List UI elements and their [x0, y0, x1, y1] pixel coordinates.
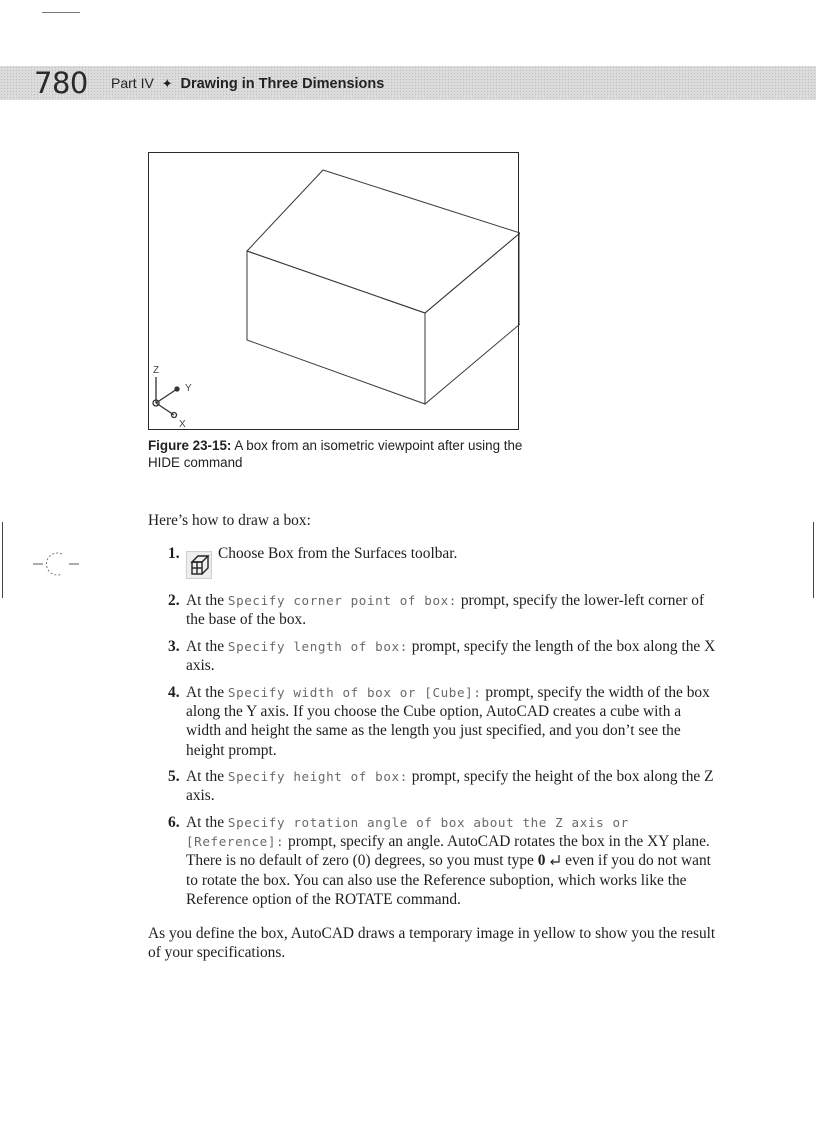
step-number: 6.	[168, 814, 180, 831]
running-header	[111, 70, 384, 96]
intro-paragraph: Here’s how to draw a box:	[148, 512, 311, 529]
ucs-axis-icon	[153, 377, 179, 418]
separator-icon: ✦	[161, 76, 173, 91]
figure-23-15	[148, 152, 519, 430]
box-side-face	[425, 233, 520, 404]
step-text-pre: At the	[186, 768, 228, 785]
step-text-post2: even if you do not want to rotate the box. You can also use the Reference suboption, which works like the Reference option of the ROTATE command.	[186, 852, 711, 908]
command-prompt: Specify height of box:	[227, 769, 408, 784]
chapter-title: Drawing in Three Dimensions	[180, 76, 385, 92]
enter-key-icon	[549, 854, 561, 865]
caption-number: Figure 23-15:	[148, 438, 232, 453]
step-text-post: prompt, specify the width of the box along the Y axis. If you choose the Cube option, AutoCAD creates a cube with a width and height the same as the length you just specified, and you don’t see the height prompt.	[186, 684, 710, 759]
step-text-pre: At the	[186, 814, 228, 831]
command-prompt: Specify rotation angle of box about the Z axis or [Reference]:	[186, 815, 629, 850]
step-1	[148, 544, 718, 563]
step-number: 5.	[168, 768, 180, 785]
command-prompt: Specify corner point of box:	[227, 593, 457, 608]
step-text: Choose Box from the Surfaces toolbar.	[218, 545, 458, 562]
step-5	[148, 767, 718, 805]
step-number: 4.	[168, 684, 180, 701]
step-text-pre: At the	[186, 638, 228, 655]
part-label: Part IV	[111, 75, 154, 91]
axis-label-x: X	[179, 419, 186, 430]
axis-label-z: Z	[153, 365, 160, 376]
figure-caption	[148, 437, 538, 471]
step-number: 2.	[168, 592, 180, 609]
typed-key: 0	[537, 852, 546, 870]
caption-text: A box from an isometric viewpoint after using the HIDE command	[148, 438, 523, 470]
step-text-post: prompt, specify the length of the box along the X axis.	[186, 638, 716, 675]
box-top-face	[247, 170, 520, 313]
command-prompt: Specify width of box or [Cube]:	[227, 685, 482, 700]
command-prompt: Specify length of box:	[227, 639, 408, 654]
closing-paragraph: As you define the box, AutoCAD draws a temporary image in yellow to show you the result of your specifications.	[148, 925, 716, 961]
margin-line-left	[2, 522, 3, 598]
isometric-box-drawing	[149, 153, 520, 431]
step-6	[148, 813, 718, 909]
step-text-pre: At the	[186, 684, 228, 701]
crop-mark-top	[42, 12, 80, 13]
margin-line-right	[813, 522, 814, 598]
step-2	[148, 591, 718, 629]
step-text-pre: At the	[186, 592, 228, 609]
step-number: 3.	[168, 638, 180, 655]
axis-label-y: Y	[185, 383, 192, 394]
box-front-face	[247, 251, 425, 404]
step-3	[148, 637, 718, 675]
step-number: 1.	[168, 545, 180, 562]
registration-mark-icon	[33, 550, 79, 578]
step-text-post: prompt, specify an angle. AutoCAD rotates the box in the XY plane. There is no default of zero (0) degrees, so you must type	[186, 833, 710, 870]
step-text-post: prompt, specify the lower-left corner of the base of the box.	[186, 592, 705, 629]
page-number: 780	[34, 66, 88, 100]
step-text-post: prompt, specify the height of the box along the Z axis.	[186, 768, 714, 805]
step-4	[148, 683, 718, 760]
